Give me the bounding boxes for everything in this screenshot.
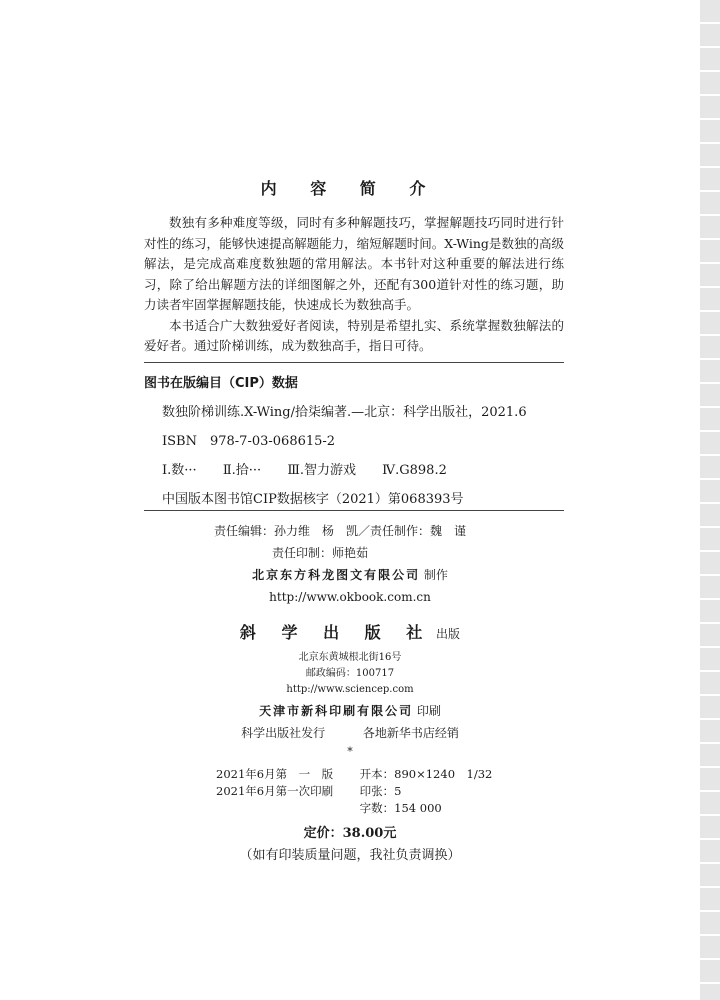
cip-isbn: ISBN 978-7-03-068615-2 (162, 434, 336, 449)
quality-note: （如有印装质量问题，我社负责调换） (239, 848, 461, 863)
publisher-postcode: 邮政编码：100717 (305, 668, 395, 679)
publisher-url: http://www.sciencep.com (286, 684, 414, 695)
edition-specs (216, 766, 700, 817)
intro-text (144, 213, 564, 357)
format: 开本：890×1240 1/32 (359, 767, 493, 781)
spec-row (216, 800, 700, 817)
divider (144, 510, 564, 511)
intro-paragraph: 本书适合广大数独爱好者阅读，特别是希望扎实、系统掌握数独解法的爱好者。通过阶梯训练，成为数独高手，指日可待。 (144, 317, 564, 353)
producer-url: http://www.okbook.com.cn (269, 590, 431, 604)
spec-row (216, 783, 700, 800)
publisher (0, 616, 700, 650)
price: 定价：38.00元 (303, 826, 397, 841)
editors: 责任编辑：孙力维 杨 凯／责任制作：魏 谨 (213, 524, 466, 538)
sellers: 各地新华书店经销 (362, 726, 459, 740)
word-count: 字数：154 000 (359, 801, 442, 815)
separator-star: * (347, 745, 353, 758)
credits-block (0, 520, 700, 867)
spec-row (216, 766, 700, 783)
impression: 2021年6月第一次印刷 (216, 784, 334, 798)
edition: 2021年6月第 一 版 (216, 767, 334, 781)
cip-verify: 中国版本图书馆CIP数据核字（2021）第068393号 (162, 492, 464, 507)
distribution (0, 722, 700, 744)
printer (0, 700, 700, 722)
producer-name: 北京东方科龙图文有限公司 (252, 568, 421, 582)
publisher-suffix: 出版 (436, 627, 461, 641)
distributor: 科学出版社发行 (241, 726, 326, 740)
publisher-address: 北京东黄城根北街16号 (298, 652, 402, 663)
section-title: 内 容 简 介 (260, 179, 440, 198)
divider (144, 362, 564, 363)
cip-block (144, 372, 564, 517)
intro-paragraph: 数独有多种难度等级，同时有多种解题技巧，掌握解题技巧同时进行针对性的练习，能够快速提高解题能力，缩短解题时间。X-Wing是数独的高级解法，是完成高难度数独题的常用解法。本书针对这种重要的解法进行练习，除了给出解题方法的详细图解之外，还配有300道针对性的练习题，助力读者牢固掌握解题技能，快速成长为数独高手。 (144, 215, 564, 312)
cip-class-item: Ⅱ.拾··· (222, 463, 262, 478)
printer-name: 天津市新科印刷有限公司 (259, 704, 414, 718)
cip-class-item: Ⅳ.G898.2 (382, 463, 447, 478)
publisher-name: 斜 学 出 版 社 (239, 623, 433, 642)
printing-supervisor: 责任印制：师艳茹 (271, 546, 368, 560)
cip-heading: 图书在版编目（CIP）数据 (144, 376, 298, 391)
sheets: 印张：5 (359, 784, 402, 798)
printer-suffix: 印刷 (416, 704, 441, 718)
cip-class-item: Ⅲ.智力游戏 (287, 463, 356, 478)
producer-suffix: 制作 (423, 568, 448, 582)
producer (0, 564, 700, 586)
cip-book-line: 数独阶梯训练.X-Wing/拾柒编著.—北京：科学出版社，2021.6 (162, 405, 527, 420)
page-edge-strip (700, 0, 720, 1000)
cip-class-item: Ⅰ.数··· (162, 463, 197, 478)
cip-classification (162, 459, 564, 478)
